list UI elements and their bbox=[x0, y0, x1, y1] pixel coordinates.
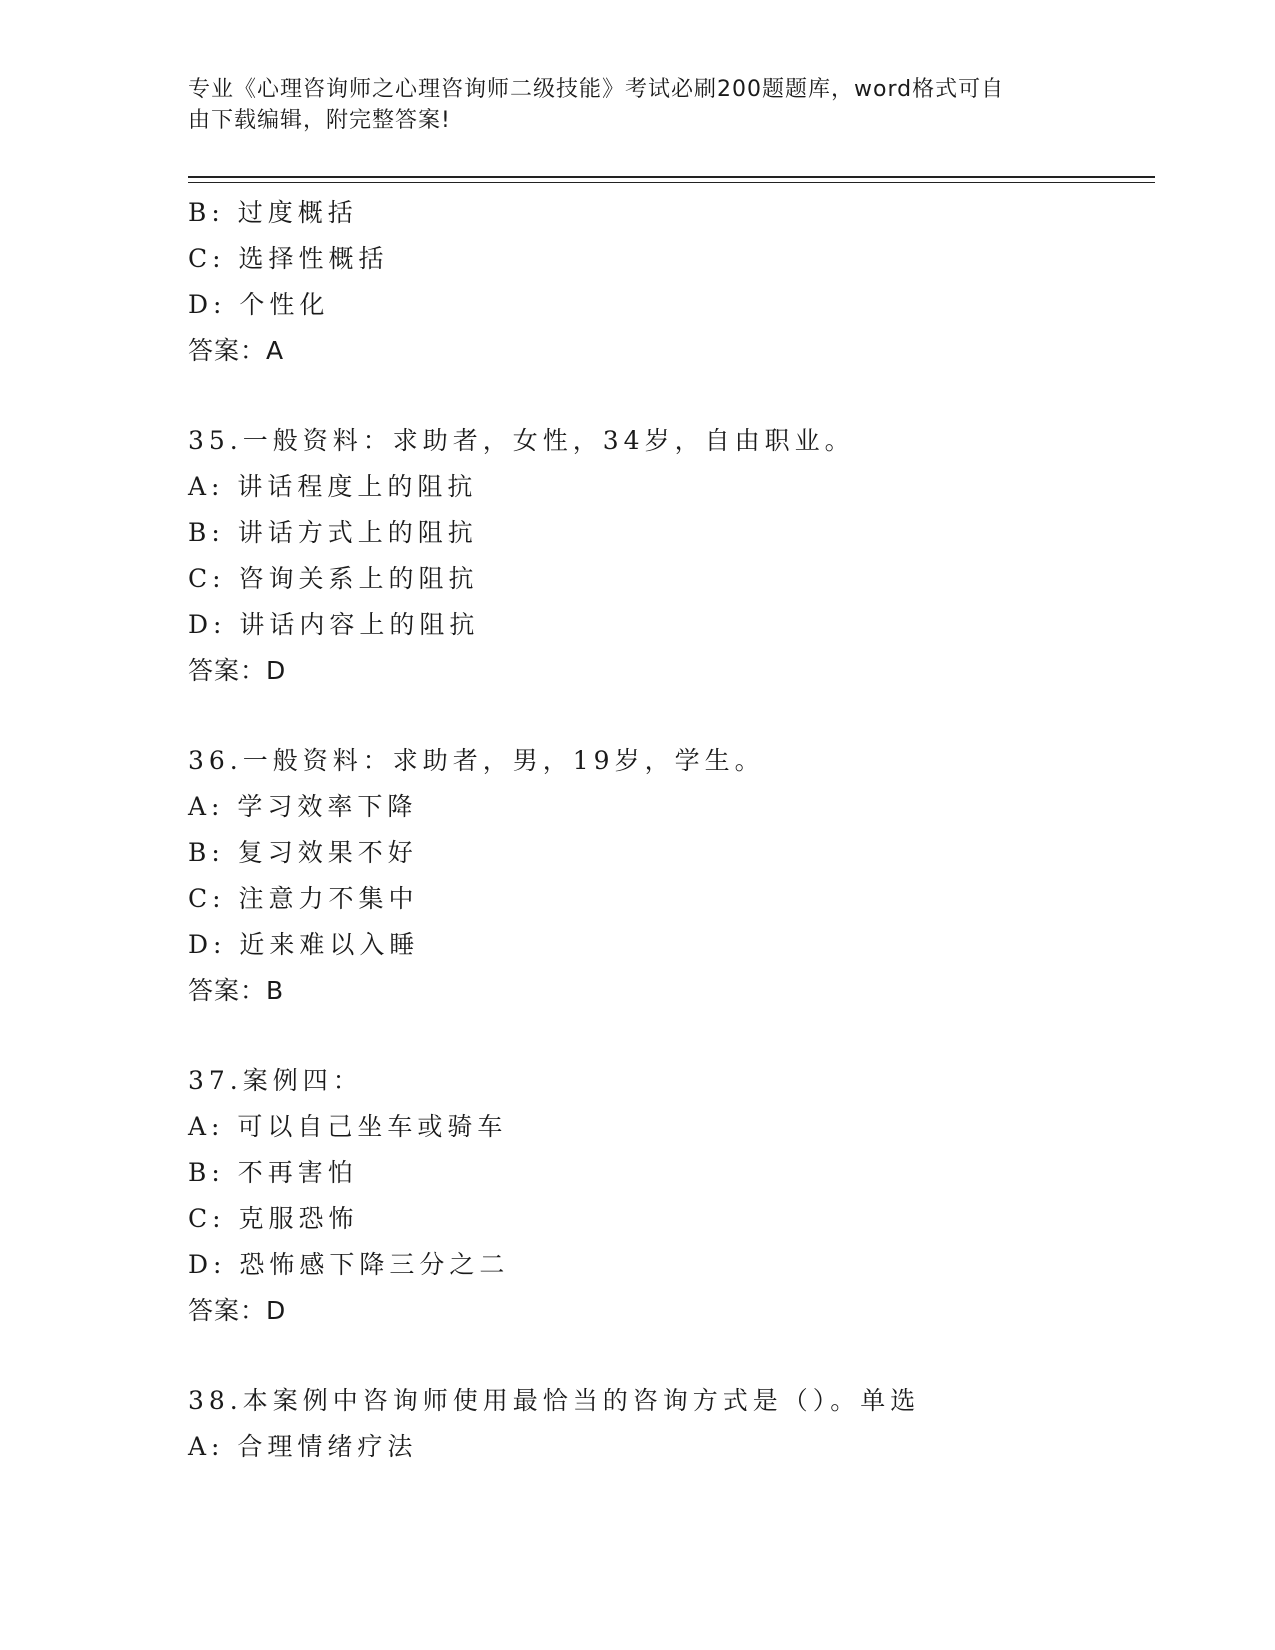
option-c: C: 克服恐怖 bbox=[188, 1204, 359, 1233]
question-block-38 bbox=[188, 1378, 1148, 1470]
answer-line: 答案：D bbox=[188, 656, 287, 685]
header-divider-thick bbox=[188, 176, 1155, 178]
question-stem: 38.本案例中咨询师使用最恰当的咨询方式是（）。单选 bbox=[188, 1386, 921, 1415]
option-a: A: 学习效率下降 bbox=[188, 792, 418, 821]
option-d: D: 近来难以入睡 bbox=[188, 930, 420, 959]
spacer bbox=[188, 374, 1148, 418]
option-d: D: 恐怖感下降三分之二 bbox=[188, 1250, 510, 1279]
option-b: B: 复习效果不好 bbox=[188, 838, 418, 867]
answer-line: 答案：D bbox=[188, 1296, 287, 1325]
document-header bbox=[188, 74, 1068, 136]
option-b: B: 不再害怕 bbox=[188, 1158, 358, 1187]
question-block-37 bbox=[188, 1058, 1148, 1334]
option-a: A: 合理情绪疗法 bbox=[188, 1432, 418, 1461]
header-divider-thin bbox=[188, 182, 1155, 183]
spacer bbox=[188, 1334, 1148, 1378]
option-d: D: 讲话内容上的阻抗 bbox=[188, 610, 480, 639]
question-list bbox=[188, 190, 1148, 1470]
option-a: A: 讲话程度上的阻抗 bbox=[188, 472, 478, 501]
option-c: C: 选择性概括 bbox=[188, 244, 389, 273]
spacer bbox=[188, 694, 1148, 738]
option-d: D: 个性化 bbox=[188, 290, 330, 319]
option-a: A: 可以自己坐车或骑车 bbox=[188, 1112, 508, 1141]
question-stem: 37.案例四： bbox=[188, 1066, 363, 1095]
question-stem: 35.一般资料：求助者，女性，34岁，自由职业。 bbox=[188, 426, 855, 455]
spacer bbox=[188, 1014, 1148, 1058]
question-block-34 bbox=[188, 190, 1148, 374]
question-block-35 bbox=[188, 418, 1148, 694]
answer-line: 答案：A bbox=[188, 336, 285, 365]
question-block-36 bbox=[188, 738, 1148, 1014]
option-b: B: 过度概括 bbox=[188, 198, 358, 227]
question-stem: 36.一般资料：求助者，男，19岁，学生。 bbox=[188, 746, 765, 775]
header-line-1: 专业《心理咨询师之心理咨询师二级技能》考试必刷200题题库，word格式可自 bbox=[188, 77, 1005, 102]
answer-line: 答案：B bbox=[188, 976, 285, 1005]
option-c: C: 咨询关系上的阻抗 bbox=[188, 564, 479, 593]
option-c: C: 注意力不集中 bbox=[188, 884, 419, 913]
option-b: B: 讲话方式上的阻抗 bbox=[188, 518, 478, 547]
header-line-2: 由下载编辑，附完整答案! bbox=[188, 108, 451, 133]
